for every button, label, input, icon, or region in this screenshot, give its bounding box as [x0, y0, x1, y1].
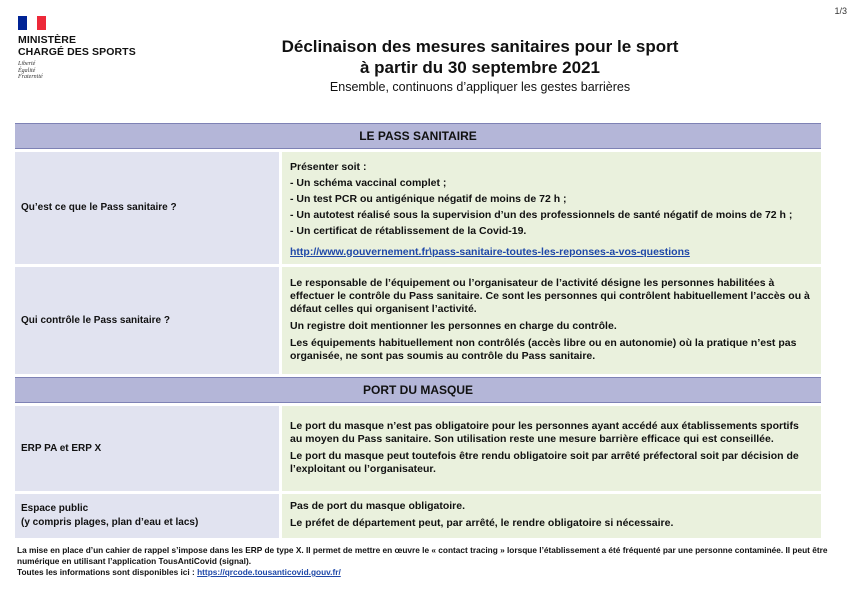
french-flag-icon [18, 16, 46, 30]
question-text: Qui contrôle le Pass sanitaire ? [21, 314, 170, 326]
table-row [15, 494, 821, 538]
list-item: - Un autotest réalisé sous la supervision d’un des professionnels de santé négatif de moins de 72 h ; [290, 208, 793, 221]
list-item: - Un test PCR ou antigénique négatif de moins de 72 h ; [290, 192, 567, 205]
answer-paragraph: Un registre doit mentionner les personnes en charge du contrôle. [290, 319, 617, 332]
question-text: Qu’est ce que le Pass sanitaire ? [21, 202, 177, 213]
row-answer [279, 494, 821, 538]
answer-list [290, 176, 813, 238]
table-row [15, 406, 821, 491]
motto-liberte: Liberté [18, 61, 36, 67]
question-text: Espace public [21, 503, 89, 514]
footer-info-prefix: Toutes les informations sont disponibles ici : [17, 567, 198, 577]
answer-paragraph: Le responsable de l’équipement ou l’organisateur de l’activité désigne les personnes habilitées à effectuer le contrôle du Pass sanitaire. Ce sont les personnes qui contrôlent habituellement l’accès ou à défaut celles qui organisent l’activité. [290, 276, 810, 315]
footer-info-line [17, 567, 837, 578]
measures-table [15, 120, 821, 541]
answer-paragraph: Le port du masque peut toutefois être rendu obligatoire soit par arrêté préfectoral soit par décision de l’exploitant ou l’organisateur. [290, 449, 799, 475]
row-answer [279, 406, 821, 491]
motto-egalite: Égalité [18, 67, 36, 74]
row-question [15, 406, 279, 491]
answer-paragraph: Les équipements habituellement non contrôlés (accès libre ou en autonomie) où la pratique n’est pas organisée, ne sont pas soumis au contrôle du Pass sanitaire. [290, 336, 797, 362]
pass-sanitaire-link[interactable]: http://www.gouvernement.fr\pass-sanitaire-toutes-les-reponses-a-vos-questions [290, 245, 690, 258]
document-header [210, 36, 750, 96]
page-number: 1/3 [834, 6, 847, 16]
row-question [15, 267, 279, 374]
motto-fraternite: Fraternité [18, 74, 43, 80]
section-header-masque [15, 377, 821, 403]
ministry-line-2: CHARGÉ DES SPORTS [18, 46, 136, 58]
answer-paragraph: Le préfet de département peut, par arrêté, le rendre obligatoire si nécessaire. [290, 517, 674, 529]
document-title-line-1: Déclinaison des mesures sanitaires pour le sport [281, 37, 679, 56]
row-question [15, 152, 279, 264]
footer-text: La mise en place d’un cahier de rappel s’impose dans les ERP de type X. Il permet de mettre en œuvre le « contact tracing » lorsque l’établissement a été fréquenté par une personne contaminée. Il peut être numérique en utilisant l’application TousAntiCovid (signal). [17, 545, 828, 566]
row-answer [279, 267, 821, 374]
footer-note [17, 545, 837, 578]
document-subtitle: Ensemble, continuons d’appliquer les gestes barrières [329, 80, 631, 94]
section-header-pass [15, 123, 821, 149]
document-title-line-2: à partir du 30 septembre 2021 [359, 58, 600, 77]
answer-paragraph: Le port du masque n’est pas obligatoire pour les personnes ayant accédé aux établissements sportifs au moyen du Pass sanitaire. Son utilisation reste une mesure barrière efficace qui est conseillée. [290, 419, 799, 445]
ministry-logo [18, 16, 158, 81]
tousanticovid-link[interactable]: https://qrcode.tousanticovid.gouv.fr/ [197, 567, 341, 577]
ministry-name [18, 34, 158, 58]
section-title: PORT DU MASQUE [15, 377, 821, 403]
list-item: - Un schéma vaccinal complet ; [290, 176, 447, 189]
answer-intro: Présenter soit : [290, 160, 367, 173]
answer-paragraph: Pas de port du masque obligatoire. [290, 500, 466, 512]
table-row [15, 267, 821, 374]
question-text: ERP PA et ERP X [21, 442, 102, 454]
list-item: - Un certificat de rétablissement de la Covid-19. [290, 224, 527, 237]
republic-motto [18, 61, 158, 81]
ministry-line-1: MINISTÈRE [18, 34, 77, 46]
question-text: (y compris plages, plan d’eau et lacs) [21, 517, 199, 528]
table-row [15, 152, 821, 264]
row-question [15, 494, 279, 538]
row-answer [279, 152, 821, 264]
section-title: LE PASS SANITAIRE [15, 123, 821, 149]
